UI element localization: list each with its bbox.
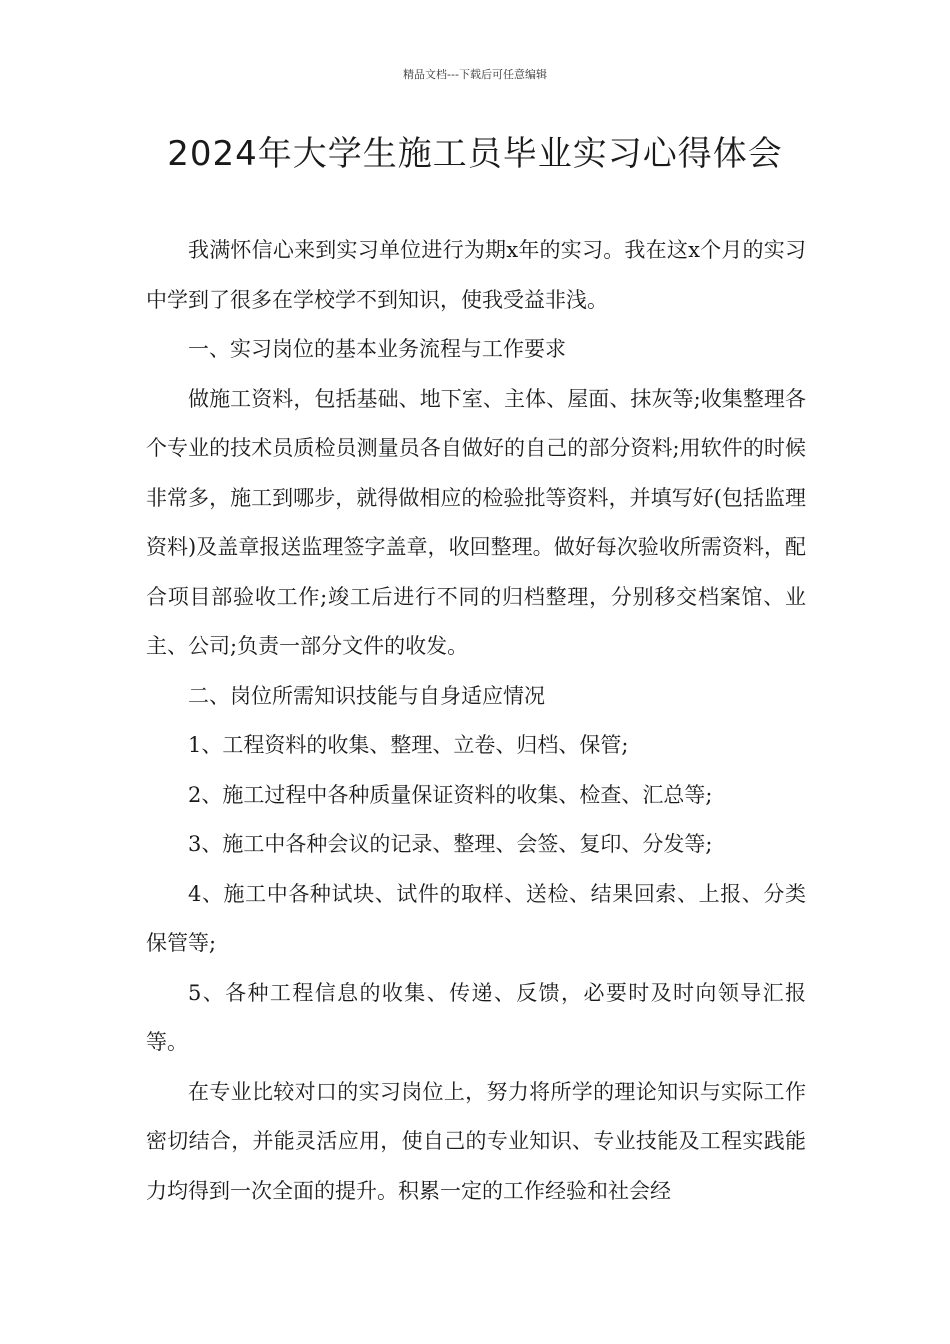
list-item: 4、施工中各种试块、试件的取样、送检、结果回索、上报、分类保管等; [146, 881, 806, 955]
paragraph-workflow: 做施工资料，包括基础、地下室、主体、屋面、抹灰等;收集整理各个专业的技术员质检员测量员各自做好的自己的部分资料;用软件的时候非常多，施工到哪步，就得做相应的检验批等资料，并填写好(包括监理资料)及盖章报送监理签字盖章，收回整理。做好每次验收所需资料，配合项目部验收工作;竣工后进行不同的归档整理，分别移交档案馆、业主、公司;负责一部分文件的收发。 [146, 386, 806, 658]
list-item: 2、施工过程中各种质量保证资料的收集、检查、汇总等; [188, 782, 713, 807]
paragraph-intro: 我满怀信心来到实习单位进行为期x年的实习。我在这x个月的实习中学到了很多在学校学不到知识，使我受益非浅。 [146, 238, 806, 312]
document-body [146, 226, 806, 1216]
list-item: 5、各种工程信息的收集、传递、反馈，必要时及时向领导汇报等。 [146, 980, 806, 1054]
list-item: 1、工程资料的收集、整理、立卷、归档、保管; [188, 733, 629, 757]
document-title: 2024年大学生施工员毕业实习心得体会 [167, 134, 783, 174]
list-item: 3、施工中各种会议的记录、整理、会签、复印、分发等; [188, 832, 713, 856]
section-heading-2: 二、岗位所需知识技能与自身适应情况 [188, 683, 545, 708]
paragraph-summary: 在专业比较对口的实习岗位上，努力将所学的理论知识与实际工作密切结合，并能灵活应用，使自己的专业知识、专业技能及工程实践能力均得到一次全面的提升。积累一定的工作经验和社会经 [146, 1079, 806, 1203]
section-heading-1: 一、实习岗位的基本业务流程与工作要求 [188, 337, 566, 361]
header-note: 精品文档---下载后可任意编辑 [403, 68, 547, 81]
